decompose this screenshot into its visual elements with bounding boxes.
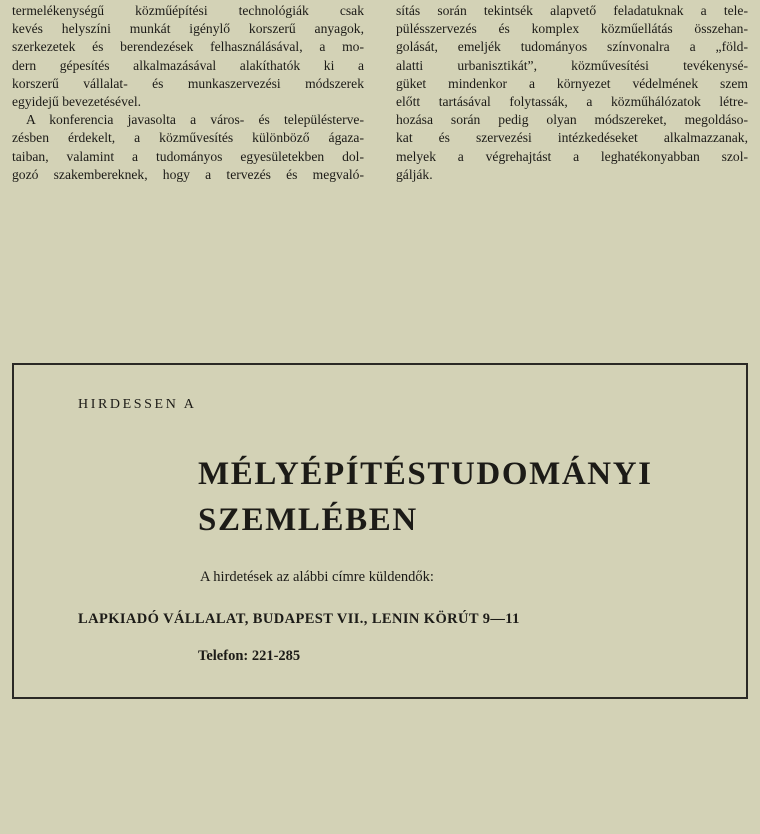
article-line: szerkezetek és berendezések felhasználásával, a mo- bbox=[12, 39, 364, 55]
article-line: termelékenységű közműépítési technológiák csak bbox=[12, 3, 364, 18]
article-line: melyek a végrehajtást a leghatékonyabban szol- bbox=[396, 148, 748, 164]
article-left-column bbox=[12, 2, 364, 184]
ad-title bbox=[198, 451, 653, 543]
article-line: sítás során tekintsék alapvető feladatuknak a tele- bbox=[396, 3, 748, 18]
article-line: kevés helyszíni munkát igénylő korszerű anyagok, bbox=[12, 21, 364, 37]
ad-phone: Telefon: 221-285 bbox=[198, 648, 301, 664]
article-line: A konferencia javasolta a város- és településterve- bbox=[26, 112, 364, 128]
article-right-column bbox=[396, 2, 748, 184]
ad-instructions: A hirdetések az alábbi címre küldendők: bbox=[200, 569, 434, 585]
article-line: alatti urbanisztikát”, közművesítési tevékenysé- bbox=[396, 57, 748, 73]
article-line: zésben érdekelt, a közművesítés különböző ágaza- bbox=[12, 130, 364, 146]
article-line: előtt tartásával folytassák, a közműhálózatok létre- bbox=[396, 94, 748, 110]
article-line: kat és szervezési intézkedéseket alkalmazzanak, bbox=[396, 130, 748, 146]
ad-title-line: MÉLYÉPÍTÉSTUDOMÁNYI bbox=[198, 456, 653, 492]
article-line: taiban, valamint a tudományos egyesületekben dol- bbox=[12, 148, 364, 164]
ad-address: LAPKIADÓ VÁLLALAT, BUDAPEST VII., LENIN KÖRÚT 9—11 bbox=[78, 611, 520, 627]
article-line: güket mindenkor a környezet védelmének szem bbox=[396, 75, 748, 91]
article-line: pülésszervezés és komplex közműellátás összehan- bbox=[396, 21, 748, 37]
article-line: gálják. bbox=[396, 166, 433, 182]
article-line: golását, emeljék tudományos színvonalra a „föld- bbox=[396, 39, 748, 55]
ad-lead-text: HIRDESSEN A bbox=[78, 397, 197, 412]
advertisement-box bbox=[12, 363, 748, 699]
article-line: korszerű vállalat- és munkaszervezési módszerek bbox=[12, 75, 364, 91]
article-line: dern gépesítés alkalmazásával alakíthatók ki a bbox=[12, 57, 364, 73]
article-line: hozása során pedig olyan módszereket, megoldáso- bbox=[396, 112, 748, 128]
article-line: egyidejű bevezetésével. bbox=[12, 94, 142, 110]
ad-title-line: SZEMLÉBEN bbox=[198, 502, 418, 538]
article-line: gozó szakembereknek, hogy a tervezés és megvaló- bbox=[12, 166, 364, 182]
